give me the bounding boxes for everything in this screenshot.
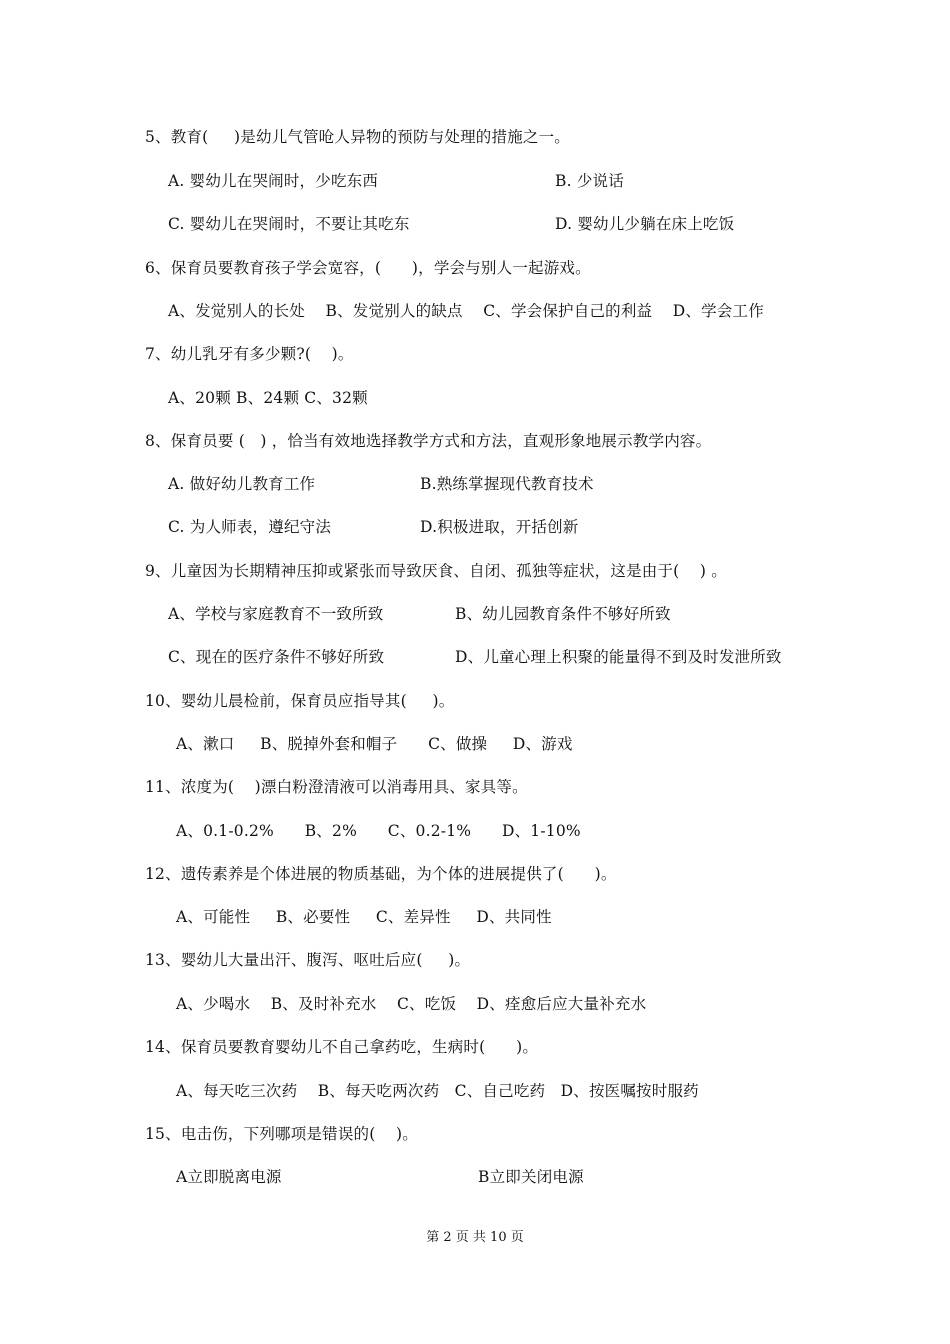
question-10: 10、婴幼儿晨检前，保育员应指导其( )。 bbox=[145, 692, 455, 710]
q15-option-a: A立即脱离电源 bbox=[176, 1168, 282, 1186]
q7-options: A、20颗 B、24颗 C、32颗 bbox=[168, 389, 368, 407]
q8-option-c: C. 为人师表，遵纪守法 bbox=[168, 518, 332, 536]
q9-option-a: A、学校与家庭教育不一致所致 bbox=[168, 605, 384, 623]
q5-option-a: A. 婴幼儿在哭闹时，少吃东西 bbox=[168, 172, 379, 190]
q5-option-d: D. 婴幼儿少躺在床上吃饭 bbox=[555, 215, 735, 233]
q14-options: A、每天吃三次药 B、每天吃两次药 C、自己吃药 D、按医嘱按时服药 bbox=[176, 1082, 699, 1100]
q13-options: A、少喝水 B、及时补充水 C、吃饭 D、痊愈后应大量补充水 bbox=[176, 995, 647, 1013]
question-11: 11、浓度为( )漂白粉澄清液可以消毒用具、家具等。 bbox=[145, 778, 528, 796]
q8-option-b: B.熟练掌握现代教育技术 bbox=[420, 475, 594, 493]
page-number-footer: 第 2 页 共 10 页 bbox=[426, 1230, 524, 1245]
q5-option-b: B. 少说话 bbox=[555, 172, 624, 190]
question-14: 14、保育员要教育婴幼儿不自己拿药吃，生病时( )。 bbox=[145, 1038, 539, 1056]
question-15: 15、电击伤，下列哪项是错误的( )。 bbox=[145, 1125, 418, 1143]
question-6: 6、保育员要教育孩子学会宽容，( )，学会与别人一起游戏。 bbox=[145, 259, 591, 277]
q9-option-c: C、现在的医疗条件不够好所致 bbox=[168, 648, 385, 666]
q8-option-d: D.积极进取，开括创新 bbox=[420, 518, 579, 536]
q6-options: A、发觉别人的长处 B、发觉别人的缺点 C、学会保护自己的利益 D、学会工作 bbox=[168, 302, 764, 320]
question-8: 8、保育员要 ( ) ，恰当有效地选择教学方式和方法，直观形象地展示教学内容。 bbox=[145, 432, 712, 450]
q15-option-b: B立即关闭电源 bbox=[478, 1168, 584, 1186]
q8-option-a: A. 做好幼儿教育工作 bbox=[168, 475, 316, 493]
q12-options: A、可能性 B、必要性 C、差异性 D、共同性 bbox=[176, 908, 552, 926]
question-5: 5、教育( )是幼儿气管呛人异物的预防与处理的措施之一。 bbox=[145, 128, 570, 146]
question-12: 12、遗传素养是个体进展的物质基础，为个体的进展提供了( )。 bbox=[145, 865, 617, 883]
q11-options: A、0.1-0.2% B、2% C、0.2-1% D、1-10% bbox=[176, 822, 581, 840]
q9-option-d: D、儿童心理上积聚的能量得不到及时发泄所致 bbox=[455, 648, 782, 666]
q10-options: A、漱口 B、脱掉外套和帽子 C、做操 D、游戏 bbox=[176, 735, 573, 753]
q5-option-c: C. 婴幼儿在哭闹时，不要让其吃东 bbox=[168, 215, 410, 233]
q9-option-b: B、幼儿园教育条件不够好所致 bbox=[455, 605, 671, 623]
question-13: 13、婴幼儿大量出汗、腹泻、呕吐后应( )。 bbox=[145, 951, 471, 969]
question-9: 9、儿童因为长期精神压抑或紧张而导致厌食、自闭、孤独等症状，这是由于( ) 。 bbox=[145, 562, 727, 580]
question-7: 7、幼儿乳牙有多少颗?( )。 bbox=[145, 345, 354, 363]
